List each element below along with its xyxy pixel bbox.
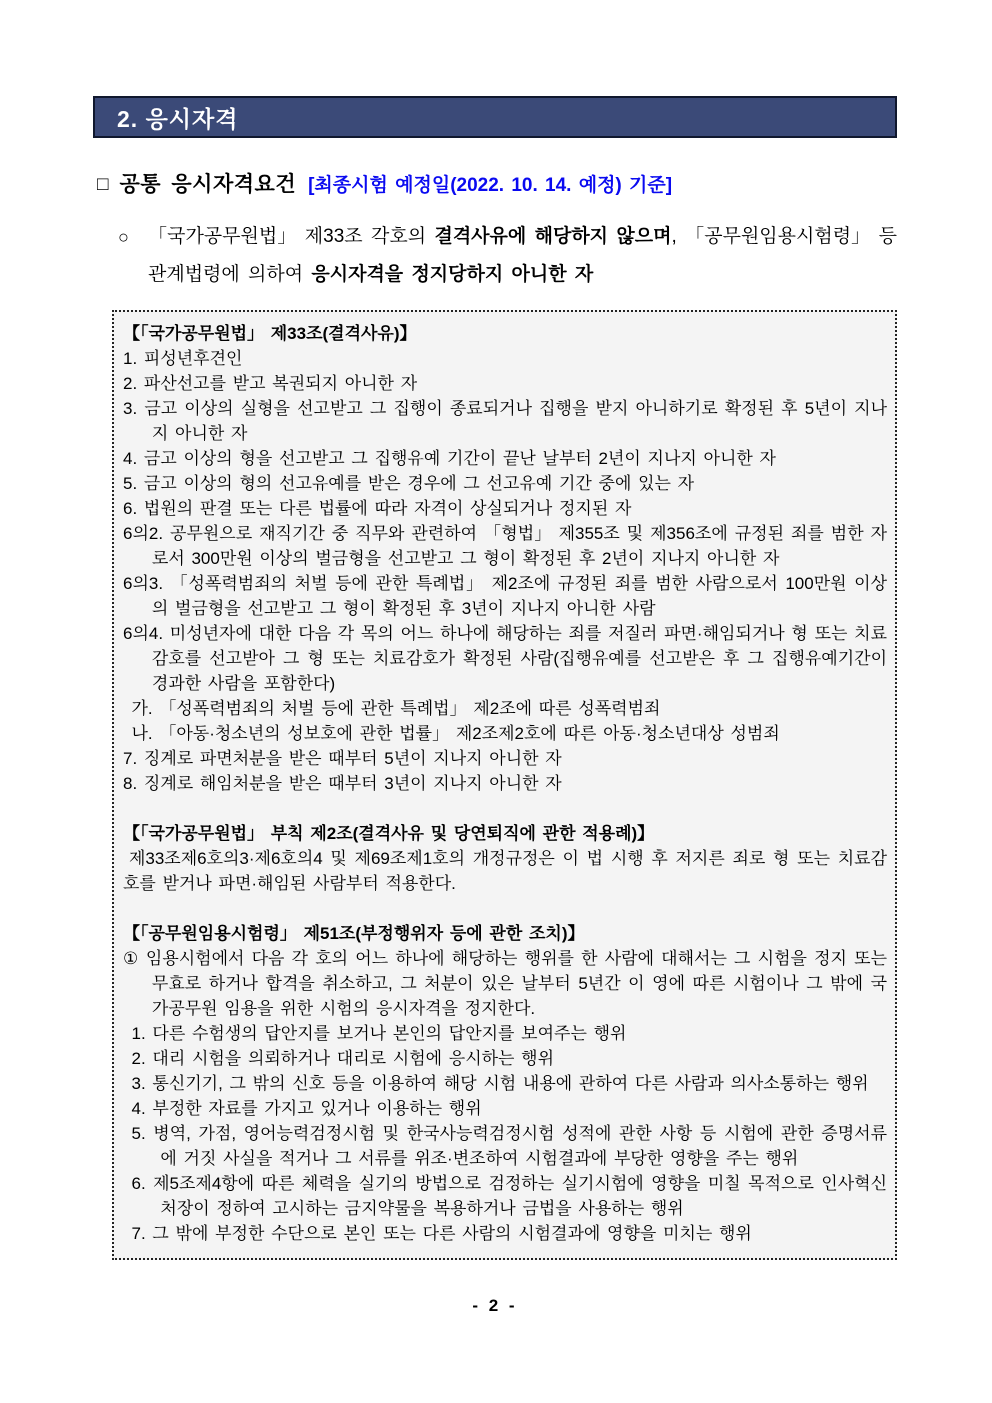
legal-item: 8. 징계로 해임처분을 받은 때부터 3년이 지나지 아니한 자 xyxy=(123,774,562,793)
banner-title: 2. 응시자격 xyxy=(117,105,239,132)
legal-item: 2. 파산선고를 받고 복권되지 아니한 자 xyxy=(123,374,418,393)
emphasis-text: 결격사유에 해당하지 않으며 xyxy=(434,226,672,247)
legal-notice-box xyxy=(112,310,897,1260)
legal-item: 5. 병역, 가점, 영어능력검정시험 및 한국사능력검정시험 성적에 관한 사항 등 시험에 관한 증명서류에 거짓 사실을 적거나 그 서류를 위조·변조하여 시험결과에 부당한 영향을 주는 행위 xyxy=(131,1124,887,1168)
plain-text: 「국가공무원법」 제33조 각호의 xyxy=(148,226,435,247)
emphasis-text: 응시자격을 정지당하지 아니한 자 xyxy=(311,264,594,285)
legal-section-heading: 【「공무원임용시험령」 제51조(부정행위자 등에 관한 조치)】 xyxy=(123,924,585,943)
circle-bullet-icon: ○ xyxy=(118,227,129,247)
eligibility-summary-paragraph xyxy=(118,218,897,294)
legal-item: 4. 부정한 자료를 가지고 있거나 이용하는 행위 xyxy=(131,1099,482,1118)
legal-section-heading: 【「국가공무원법」 제33조(결격사유)】 xyxy=(123,324,417,343)
plain-text: , 「공무원임용시험령」 등 관계법령에 의하여 xyxy=(148,226,898,285)
legal-item: 3. 금고 이상의 실형을 선고받고 그 집행이 종료되거나 집행을 받지 아니하기로 확정된 후 5년이 지나지 아니한 자 xyxy=(123,399,887,443)
eligibility-summary-text xyxy=(148,218,897,294)
legal-item: 5. 금고 이상의 형의 선고유예를 받은 경우에 그 선고유예 기간 중에 있는 자 xyxy=(123,474,695,493)
legal-item: 6. 법원의 판결 또는 다른 법률에 따라 자격이 상실되거나 정지된 자 xyxy=(123,499,632,518)
legal-section xyxy=(123,321,887,796)
page-number: - 2 - xyxy=(472,1296,518,1315)
subsection-title: 공통 응시자격요건 xyxy=(119,173,297,196)
legal-item: 1. 피성년후견인 xyxy=(123,349,243,368)
legal-item: 가. 「성폭력범죄의 처벌 등에 관한 특례법」 제2조에 따른 성폭력범죄 xyxy=(131,699,661,718)
legal-item: 나. 「아동·청소년의 성보호에 관한 법률」 제2조제2호에 따른 아동·청소년대상 성범죄 xyxy=(131,724,780,743)
legal-item: 2. 대리 시험을 의뢰하거나 대리로 시험에 응시하는 행위 xyxy=(131,1049,555,1068)
legal-item: 6의2. 공무원으로 재직기간 중 직무와 관련하여 「형법」 제355조 및 제356조에 규정된 죄를 범한 자로서 300만원 이상의 벌금형을 선고받고 그 형이 확정된 후 2년이 지나지 아니한 자 xyxy=(123,524,887,568)
legal-item: 7. 징계로 파면처분을 받은 때부터 5년이 지나지 아니한 자 xyxy=(123,749,562,768)
legal-item: ① 임용시험에서 다음 각 호의 어느 하나에 해당하는 행위를 한 사람에 대해서는 그 시험을 정지 또는 무효로 하거나 합격을 취소하고, 그 처분이 있은 날부터 5년간 이 영에 따른 시험이나 그 밖에 국가공무원 임용을 위한 시험의 응시자격을 정지한다. xyxy=(123,949,887,1018)
legal-item: 6의4. 미성년자에 대한 다음 각 목의 어느 하나에 해당하는 죄를 저질러 파면·해임되거나 형 또는 치료감호를 선고받아 그 형 또는 치료감호가 확정된 사람(집행유예를 선고받은 후 그 집행유예기간이 경과한 사람을 포함한다) xyxy=(123,624,887,693)
legal-section xyxy=(123,921,887,1246)
legal-item: 제33조제6호의3·제6호의4 및 제69조제1호의 개정규정은 이 법 시행 후 저지른 죄로 형 또는 치료감호를 받거나 파면·해임된 사람부터 적용한다. xyxy=(123,849,887,893)
legal-item: 4. 금고 이상의 형을 선고받고 그 집행유예 기간이 끝난 날부터 2년이 지나지 아니한 자 xyxy=(123,449,776,468)
square-bullet-icon: □ xyxy=(97,174,109,195)
legal-item: 6. 제5조제4항에 따른 체력을 실기의 방법으로 검정하는 실기시험에 영향을 미칠 목적으로 인사혁신처장이 정하여 고시하는 금지약물을 복용하거나 금법을 사용하는 행위 xyxy=(131,1174,887,1218)
legal-section-heading: 【「국가공무원법」 부칙 제2조(결격사유 및 당연퇴직에 관한 적용례)】 xyxy=(123,824,655,843)
legal-item: 7. 그 밖에 부정한 수단으로 본인 또는 다른 사람의 시험결과에 영향을 미치는 행위 xyxy=(131,1224,752,1243)
section-banner xyxy=(93,96,897,138)
legal-item: 1. 다른 수험생의 답안지를 보거나 본인의 답안지를 보여주는 행위 xyxy=(131,1024,627,1043)
legal-item: 6의3. 「성폭력범죄의 처벌 등에 관한 특례법」 제2조에 규정된 죄를 범한 사람으로서 100만원 이상의 벌금형을 선고받고 그 형이 확정된 후 3년이 지나지 아니한 사람 xyxy=(123,574,887,618)
page-footer xyxy=(93,1296,897,1316)
subsection-heading xyxy=(93,168,897,198)
subsection-subtitle-date: [최종시험 예정일(2022. 10. 14. 예정) 기준] xyxy=(308,175,673,196)
legal-item: 3. 통신기기, 그 밖의 신호 등을 이용하여 해당 시험 내용에 관하여 다른 사람과 의사소통하는 행위 xyxy=(131,1074,869,1093)
legal-section xyxy=(123,821,887,896)
